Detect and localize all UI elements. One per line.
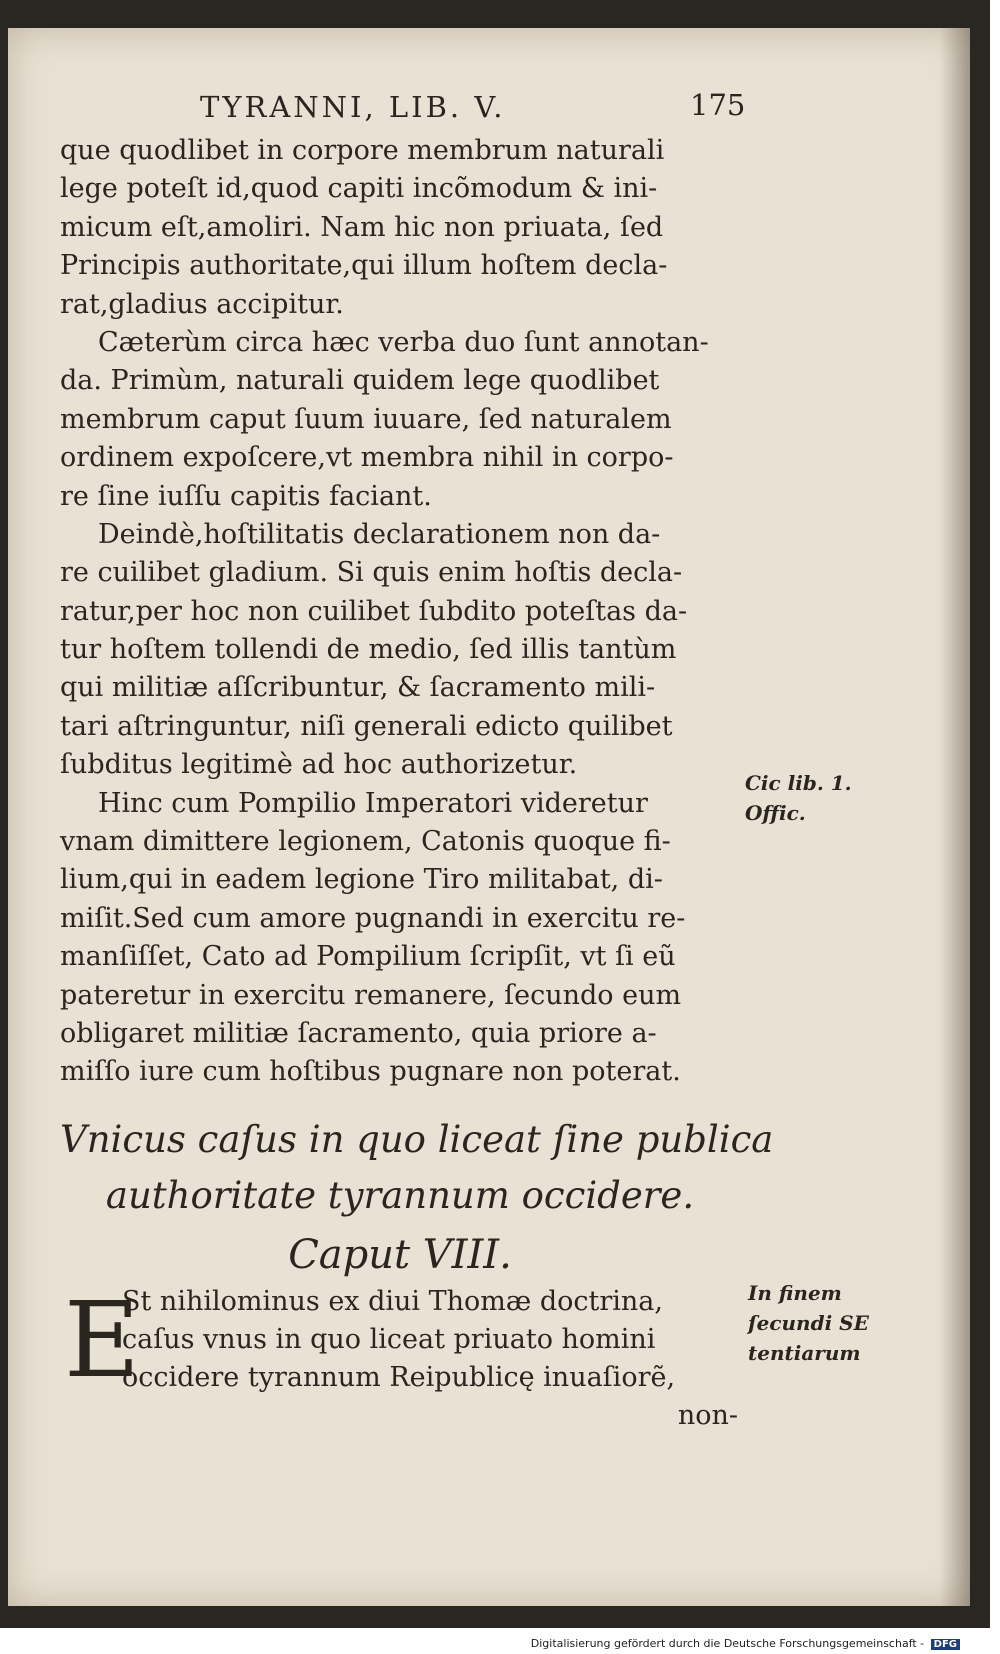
margin-note-line: tentiarum [748, 1341, 861, 1365]
text-line: caſus vnus in quo liceat priuato homini [122, 1324, 656, 1355]
text-line: re cuilibet gladium. Si quis enim hoſtis decla- [60, 557, 683, 589]
text-line: lege poteſt id,quod capiti incõmodum & ini- [60, 173, 658, 205]
chapter-heading [60, 1112, 774, 1286]
text-line: pateretur in exercitu remanere, ſecundo eum [60, 979, 682, 1011]
text-line: re ſine iuſſu capitis faciant. [60, 480, 432, 512]
page-number: 175 [690, 88, 746, 122]
text-line: obligaret militiæ ſacramento, quia priore a- [60, 1017, 657, 1049]
text-line: rat,gladius accipitur. [60, 288, 344, 320]
text-line: que quodlibet in corpore membrum naturali [60, 135, 665, 166]
text-line: occidere tyrannum Reipublicę inuaſiorẽ, [122, 1362, 676, 1393]
text-line: Cæterùm circa hæc verba duo ſunt annotan- [98, 326, 709, 358]
text-line: ratur,per hoc non cuilibet ſubdito poteſtas da- [60, 595, 688, 627]
text-line: miſſo iure cum hoſtibus pugnare non poterat. [60, 1056, 681, 1088]
chapter-number: Caput VIII. [288, 1232, 512, 1278]
text-line: lium,qui in eadem legione Tiro militabat, di- [60, 864, 663, 896]
catchword: non- [677, 1400, 738, 1431]
text-line: vnam dimittere legionem, Catonis quoque fi- [60, 826, 671, 858]
text-line: micum eſt,amoliri. Nam hic non priuata, ſed [60, 211, 664, 243]
margin-note-line: Cic lib. 1. [745, 771, 852, 795]
text-line: ordinem expoſcere,vt membra nihil in corpo- [60, 442, 674, 474]
text-line: ſubditus legitimè ad hoc authorizetur. [60, 749, 578, 781]
text-line: membrum caput ſuum iuuare, ſed naturalem [60, 403, 672, 435]
text-line: Deindè,hoſtilitatis declarationem non da- [98, 518, 661, 550]
text-line: Principis authoritate,qui illum hoſtem decla- [60, 250, 668, 282]
credit-text: Digitalisierung gefördert durch die Deutsche Forschungsgemeinschaft - [530, 1637, 925, 1650]
text-line: St nihilominus ex diui Thomæ doctrina, [122, 1286, 663, 1317]
drop-cap: E [64, 1279, 140, 1401]
text-line: tur hoſtem tollendi de medio, ſed illis tantùm [60, 634, 677, 666]
body-text [60, 132, 740, 1092]
chapter-title-line: Vnicus caſus in quo liceat ſine publica [60, 1118, 774, 1161]
text-line: qui militiæ aſſcribuntur, & ſacramento mili- [60, 672, 656, 704]
margin-note-cicero [745, 768, 852, 828]
margin-note-line: ſecundi SE [748, 1311, 869, 1335]
margin-note-line: In finem [748, 1281, 842, 1305]
dfg-logo: DFG [931, 1639, 960, 1650]
running-head: TYRANNI, LIB. V. [200, 90, 506, 124]
chapter-opening [60, 1279, 740, 1435]
margin-note-line: Offic. [745, 801, 806, 825]
margin-note-thomas [748, 1278, 869, 1368]
text-line: Hinc cum Pompilio Imperatori videretur [98, 787, 648, 819]
chapter-title-line: authoritate tyrannum occidere. [105, 1174, 695, 1217]
text-line: manſiſſet, Cato ad Pompilium ſcripſit, vt ſi eũ [60, 941, 676, 973]
digitization-credit [531, 1637, 960, 1650]
text-line: da. Primùm, naturali quidem lege quodlibet [60, 365, 660, 397]
text-line: tari aſtringuntur, niſi generali edicto quilibet [60, 710, 673, 742]
text-line: miſit.Sed cum amore pugnandi in exercitu re- [60, 902, 686, 934]
